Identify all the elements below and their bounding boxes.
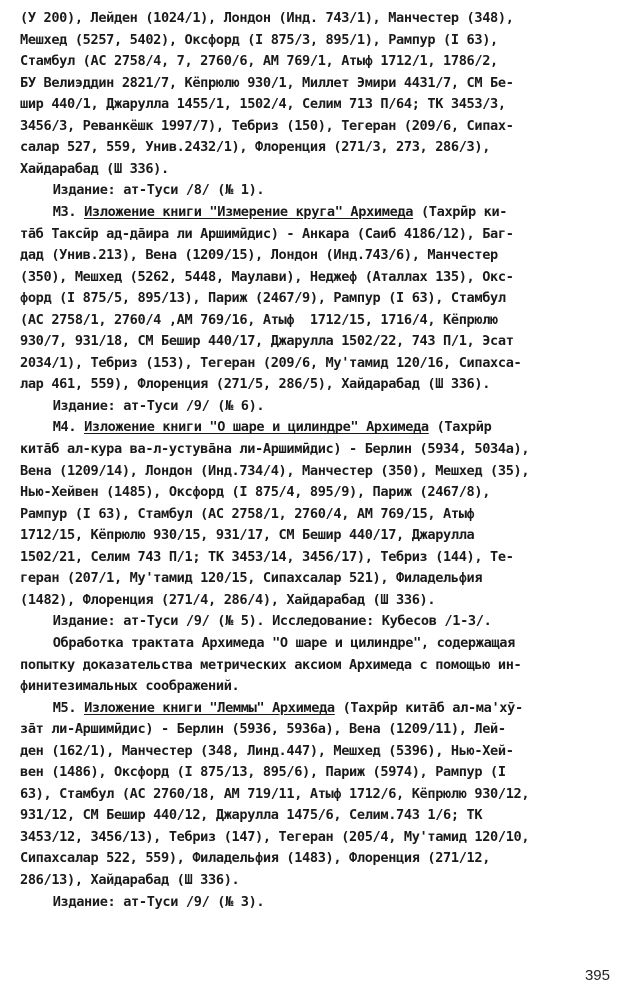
text-line xyxy=(20,159,169,181)
text-line xyxy=(20,741,514,763)
work-title: Изложение книги "Измерение круга" Архимеда xyxy=(84,203,414,220)
line-text: Издание: ат-Туси /9/ (№ 6). xyxy=(52,397,265,414)
line-text: дад (Унив.213), Вена (1209/15), Лондон (Инд.743/6), Манчестер xyxy=(20,247,498,264)
text-line xyxy=(20,94,506,116)
line-text: (Тахрӣр китāб ал-ма'хӯ- xyxy=(334,699,523,716)
text-line xyxy=(20,848,490,870)
line-text: Сипахсалар 522, 559), Филадельфия (1483), Флоренция (271/12, xyxy=(20,850,491,867)
line-text: тāб Таксӣр ад-дāира ли Аршимӣдис) - Анкара (Саиб 4186/12), Баг- xyxy=(20,225,514,242)
line-text: 63), Стамбул (АС 2760/18, АМ 719/11, Атыф 1712/6, Кёпрюлю 930/12, xyxy=(20,785,530,802)
text-line xyxy=(20,762,506,784)
text-line xyxy=(20,525,474,547)
text-line xyxy=(20,73,514,95)
line-text: Рампур (I 63), Стамбул (АС 2758/1, 2760/4, АМ 769/15, Атыф xyxy=(20,505,475,522)
text-line xyxy=(20,784,529,806)
line-text: 3453/12, 3456/13), Тебриз (147), Тегеран (205/4, Му'тамид 120/10, xyxy=(20,828,530,845)
text-line xyxy=(20,8,514,30)
line-text: 1712/15, Кёпрюлю 930/15, 931/17, СМ Бешир 440/17, Джарулла xyxy=(20,527,475,544)
line-text: БУ Велиэддин 2821/7, Кёпрюлю 930/1, Миллет Эмири 4431/7, СМ Бе- xyxy=(20,74,514,91)
text-line xyxy=(20,353,521,375)
text-line xyxy=(20,590,435,612)
line-text: салар 527, 559, Унив.2432/1), Флоренция (271/3, 273, 286/3), xyxy=(20,139,491,156)
text-line xyxy=(53,180,265,202)
text-line xyxy=(20,568,482,590)
line-text: Хайдарабад (Ш 336). xyxy=(20,160,169,177)
text-line xyxy=(20,331,514,353)
line-text: (Тахрӣр ки- xyxy=(413,203,508,220)
line-text: М3. xyxy=(52,203,85,220)
line-text: лар 461, 559), Флоренция (271/5, 286/5), Хайдарабад (Ш 336). xyxy=(20,376,491,393)
text-line xyxy=(20,655,521,677)
text-line xyxy=(53,698,523,720)
text-line xyxy=(20,310,498,332)
line-text: Вена (1209/14), Лондон (Инд.734/4), Манчестер (350), Мешхед (35), xyxy=(20,462,530,479)
text-line xyxy=(53,633,515,655)
line-text: финитезимальных соображений. xyxy=(20,678,240,695)
text-line xyxy=(20,870,239,892)
line-text: Издание: ат-Туси /9/ (№ 5). Исследование: Кубесов /1-3/. xyxy=(52,613,492,630)
line-text: Обработка трактата Архимеда "О шаре и цилиндре", содержащая xyxy=(52,634,515,651)
text-line xyxy=(20,288,506,310)
line-text: 1502/21, Селим 743 П/1; ТК 3453/14, 3456/17), Тебриз (144), Те- xyxy=(20,548,514,565)
text-line xyxy=(53,202,507,224)
text-line xyxy=(20,245,498,267)
text-line xyxy=(53,417,492,439)
line-text: 3456/3, Реванкёшк 1997/7), Тебриз (150), Тегеран (209/6, Сипах- xyxy=(20,117,514,134)
line-text: М5. xyxy=(52,699,85,716)
text-line xyxy=(20,827,529,849)
text-line xyxy=(20,374,490,396)
line-text: геран (207/1, Му'тамид 120/15, Сипахсалар 521), Филадельфия xyxy=(20,570,483,587)
line-text: Издание: ат-Туси /8/ (№ 1). xyxy=(52,182,265,199)
line-text: Нью-Хейвен (1485), Оксфорд (I 875/4, 895/9), Париж (2467/8), xyxy=(20,484,491,501)
line-text: Издание: ат-Туси /9/ (№ 3). xyxy=(52,893,265,910)
work-title: Изложение книги "О шаре и цилиндре" Архимеда xyxy=(84,419,429,436)
page-number: 395 xyxy=(584,967,610,984)
text-line xyxy=(20,267,514,289)
text-line xyxy=(53,396,265,418)
line-text: 2034/1), Тебриз (153), Тегеран (209/6, Му'тамид 120/16, Сипахса- xyxy=(20,354,522,371)
work-title: Изложение книги "Леммы" Архимеда xyxy=(84,699,335,716)
line-text: форд (I 875/5, 895/13), Париж (2467/9), Рампур (I 63), Стамбул xyxy=(20,290,506,307)
line-text: 930/7, 931/18, СМ Бешир 440/17, Джарулла 1502/22, 743 П/1, Эсат xyxy=(20,333,514,350)
line-text: 286/13), Хайдарабад (Ш 336). xyxy=(20,872,240,888)
line-text: Мешхед (5257, 5402), Оксфорд (I 875/3, 895/1), Рампур (I 63), xyxy=(20,31,498,48)
line-text: (350), Мешхед (5262, 5448, Маулави), Неджеф (Аталлах 135), Окс- xyxy=(20,268,514,285)
text-line xyxy=(20,676,239,698)
text-line xyxy=(20,504,474,526)
line-text: Стамбул (АС 2758/4, 7, 2760/6, АМ 769/1, Атыф 1712/1, 1786/2, xyxy=(20,53,498,70)
line-text: 931/12, СМ Бешир 440/12, Джарулла 1475/6, Селим.743 1/6; ТК xyxy=(20,807,483,824)
text-line xyxy=(20,439,529,461)
line-text: (Тахрӣр xyxy=(428,419,492,436)
text-line xyxy=(20,719,506,741)
text-line xyxy=(20,116,514,138)
line-text: (У 200), Лейден (1024/1), Лондон (Инд. 743/1), Манчестер (348), xyxy=(20,10,514,26)
line-text: М4. xyxy=(52,419,85,436)
text-line xyxy=(20,224,514,246)
text-line xyxy=(20,805,482,827)
text-line xyxy=(53,611,492,633)
text-line xyxy=(20,482,490,504)
text-line xyxy=(20,51,498,73)
line-text: ден (162/1), Манчестер (348, Линд.447), Мешхед (5396), Нью-Хей- xyxy=(20,742,514,759)
line-text: (АС 2758/1, 2760/4 ,АМ 769/16, Атыф 1712/15, 1716/4, Кёпрюлю xyxy=(20,311,498,328)
text-line xyxy=(20,547,514,569)
line-text: шир 440/1, Джарулла 1455/1, 1502/4, Селим 713 П/64; ТК 3453/3, xyxy=(20,96,506,113)
text-line xyxy=(20,461,529,483)
text-line xyxy=(20,30,498,52)
line-text: (1482), Флоренция (271/4, 286/4), Хайдарабад (Ш 336). xyxy=(20,591,436,608)
line-text: зāт ли-Аршимӣдис) - Берлин (5936, 5936а), Вена (1209/11), Лей- xyxy=(20,721,506,738)
line-text: вен (1486), Оксфорд (I 875/13, 895/6), Париж (5974), Рампур (I xyxy=(20,764,506,781)
line-text: китāб ал-кура ва-л-устувāна ли-Аршимӣдис) - Берлин (5934, 5034а), xyxy=(20,441,530,457)
text-line xyxy=(20,137,490,159)
line-text: попытку доказательства метрических аксиом Архимеда с помощью ин- xyxy=(20,656,522,673)
text-line xyxy=(53,892,265,914)
